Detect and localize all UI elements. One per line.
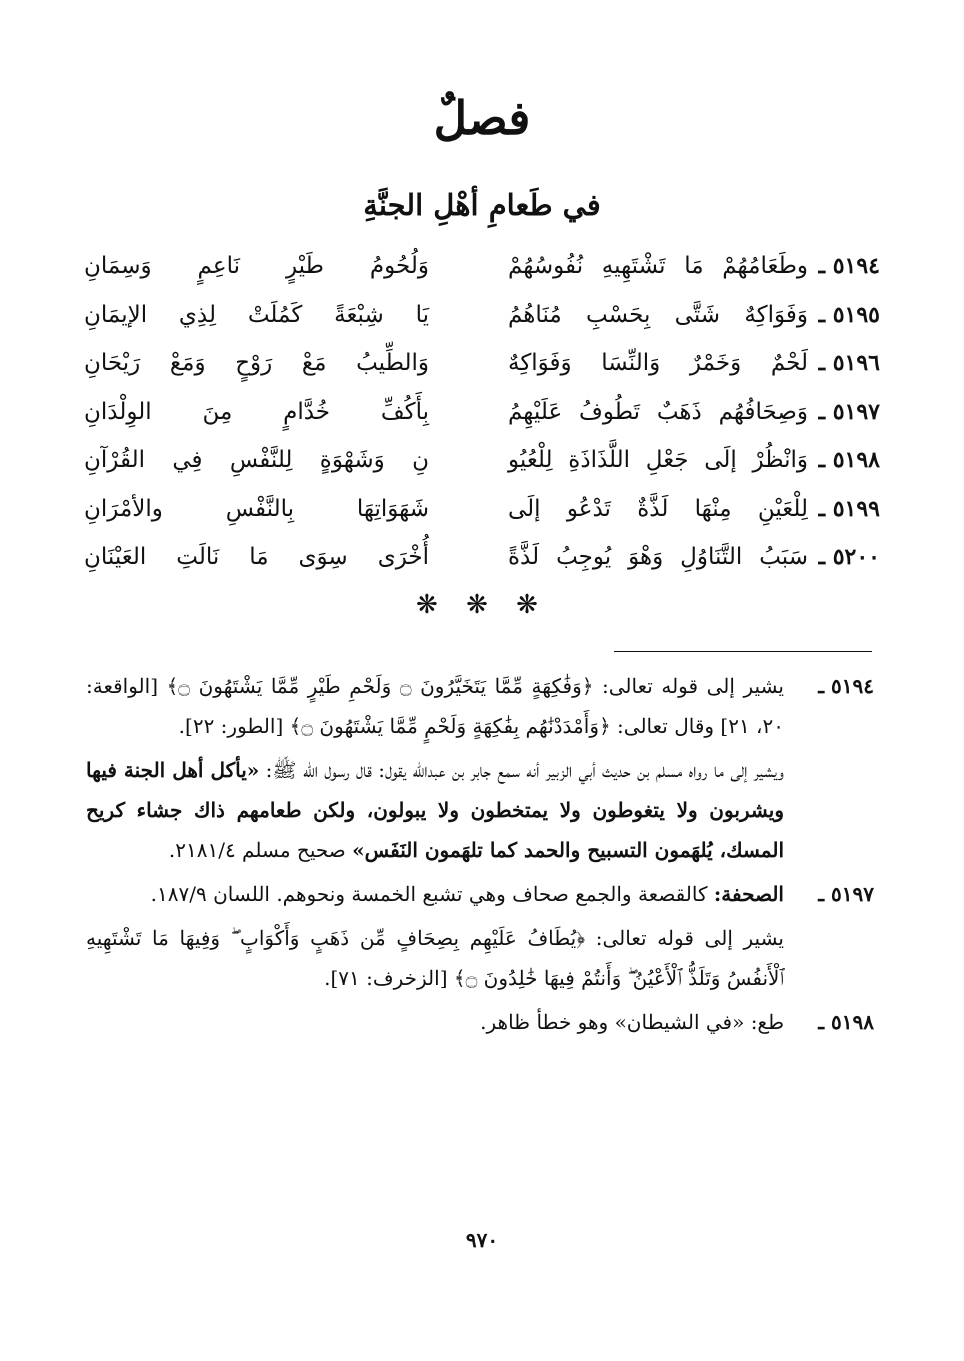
footnote-paragraph: يشير إلى قوله تعالى: ﴿يُطَافُ عَلَيْهِم بِصِحَافٍ مِّن ذَهَبٍ وَأَكْوَابٍ ۖ وَفِيهَا مَا تَشْتَهِيهِ ٱلْأَنفُسُ وَتَلَذُّ ٱلْأَعْيُنُ ۖ وَأَنتُمْ فِيهَا خَٰلِدُونَ ۝﴾ [الزخرف: ٧١].: [86, 926, 784, 990]
section-separator-stars: ❋ ❋ ❋: [416, 590, 548, 620]
verse-first-hemistich: وطَعَامُهُمْ مَا تَشْتَهِيهِ نُفُوسُهُمْ: [508, 253, 808, 279]
verse-first-hemistich: لِلْعَيْنِ مِنْهَا لَذَّةٌ تَدْعُو إلَى: [508, 495, 808, 522]
hadith-quote: «يأكل أهل الجنة فيها ويشربون ولا يتغوطون ولا يمتخطون ولا يبولون، ولكن طعامهم ذاك جشاء كريح المسك، يُلهَمون التسبيح والحمد كما تلهَمون النَفَس»: [86, 758, 784, 862]
footnote-text: طع: «في الشيطان» وهو خطأ ظاهر.: [480, 1010, 784, 1034]
footnote-number: ٥١٩٤ ـ: [818, 674, 874, 698]
verse-first-hemistich: سَبَبُ التَّنَاوُلِ وَهْوَ يُوجِبُ لَذَّةً: [508, 544, 808, 570]
verse-number: ٥٢٠٠ ـ: [818, 544, 880, 570]
section-title: في طَعامِ أهْلِ الجنَّةِ: [363, 188, 601, 222]
poem-verses: [84, 242, 880, 582]
verse-second-hemistich: نِ وَشَهْوَةٍ لِلنَّفْسِ فِي القُرْآنِ: [84, 447, 429, 473]
verse-line: [84, 339, 880, 388]
verse-line: [84, 436, 880, 485]
verse-number: ٥١٩٩ ـ: [818, 495, 880, 522]
footnotes: [86, 666, 874, 1046]
verse-line: [84, 291, 880, 340]
footnote: [86, 874, 874, 998]
verse-line: [84, 242, 880, 291]
verse-number: ٥١٩٥ ـ: [818, 301, 880, 328]
page-number: ٩٧٠: [465, 1228, 499, 1252]
footnote: [86, 1002, 874, 1042]
verse-second-hemistich: وَالطِّيبُ مَعْ رَوْحٍ وَمَعْ رَيْحَانِ: [84, 350, 429, 376]
verse-line: [84, 485, 880, 534]
verse-second-hemistich: يَا شِبْعَةً كَمُلَتْ لِذِي الإيمَانِ: [84, 301, 429, 328]
footnote-paragraph: [86, 750, 784, 870]
footnote-definition: كالقصعة والجمع صحاف وهي تشبع الخمسة ونحوهم. اللسان ١٨٧/٩.: [150, 882, 714, 906]
footnote: [86, 666, 874, 870]
verse-first-hemistich: وَفَوَاكِهٌ شَتَّى بِحَسْبِ مُنَاهُمُ: [508, 301, 808, 328]
verse-second-hemistich: شَهَوَاتِهَا بِالنَّفْسِ والأمْرَانِ: [84, 495, 429, 522]
footnote-divider: [614, 651, 872, 652]
verse-number: ٥١٩٨ ـ: [818, 447, 880, 473]
footnote-text-plain: ويشير إلى ما رواه مسلم بن حديث أبي الزبير أنه سمع جابر بن عبدالله يقول: قال رسول الله ﷺ:: [259, 758, 784, 782]
verse-second-hemistich: أُخْرَى سِوَى مَا نَالَتِ العَيْنَانِ: [84, 544, 429, 570]
verse-line: [84, 533, 880, 582]
verse-second-hemistich: بِأَكُفِّ خُدَّامٍ مِنَ الوِلْدَانِ: [84, 398, 429, 425]
footnote-number: ٥١٩٧ ـ: [818, 882, 874, 906]
verse-first-hemistich: لَحْمٌ وَخَمْرٌ وَالنِّسَا وَفَوَاكِهٌ: [508, 350, 808, 376]
footnote-text: يشير إلى قوله تعالى: ﴿وَفَٰكِهَةٍ مِّمَّا يَتَخَيَّرُونَ ۝ وَلَحْمِ طَيْرٍ مِّمَّا يَشْتَهُونَ ۝﴾ [الواقعة: ٢٠، ٢١] وقال تعالى: ﴿وَأَمْدَدْنَٰهُم بِفَٰكِهَةٍ وَلَحْمٍ مِّمَّا يَشْتَهُونَ ۝﴾ [الطور: ٢٢].: [86, 674, 784, 738]
footnote-text: [86, 874, 784, 914]
verse-second-hemistich: وَلُحُومُ طَيْرٍ نَاعِمٍ وَسِمَانِ: [84, 253, 429, 279]
footnote-number: ٥١٩٨ ـ: [818, 1010, 874, 1034]
verse-number: ٥١٩٦ ـ: [818, 350, 880, 376]
verse-line: [84, 388, 880, 437]
verse-number: ٥١٩٧ ـ: [818, 398, 880, 425]
verse-first-hemistich: وَصِحَافُهُم ذَهَبٌ تَطُوفُ عَلَيْهِمُ: [508, 398, 808, 425]
verse-first-hemistich: وَانْظُرْ إلَى جَعْلِ اللَّذَاذَةِ لِلْعُيُو: [508, 447, 808, 473]
footnote-term: الصحفة:: [713, 882, 784, 906]
chapter-title: فصلٌ: [433, 91, 531, 145]
verse-number: ٥١٩٤ ـ: [818, 253, 880, 279]
footnote-reference: صحيح مسلم ٢١٨١/٤.: [168, 838, 353, 862]
